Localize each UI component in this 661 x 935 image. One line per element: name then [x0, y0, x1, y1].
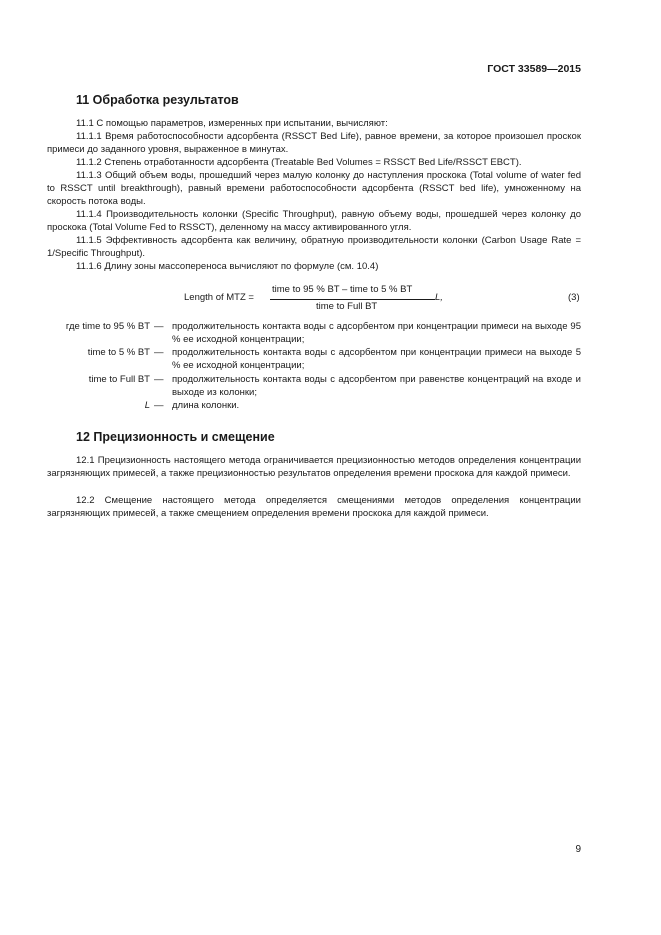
where-text-95: продолжительность контакта воды с адсорбентом при концентрации примеси на выходе 95 % ее исходной концентрации;: [172, 321, 581, 345]
where-label-l: L: [144, 400, 150, 411]
paragraph-11-1-5: 11.1.5 Эффективность адсорбента как величину, обратную производительности колонки (Carbon Usage Rate = 1/Specific Throughput).: [47, 235, 581, 259]
formula-denominator: time to Full BT: [316, 301, 378, 312]
paragraph-11-1-6: 11.1.6 Длину зоны массопереноса вычисляют по формуле (см. 10.4): [76, 261, 379, 272]
where-label-5: time to 5 % BT: [87, 347, 150, 358]
section-12-heading: 12 Прецизионность и смещение: [76, 430, 275, 444]
formula-number: (3): [568, 292, 580, 303]
paragraph-11-1-3: 11.1.3 Общий объем воды, прошедший через малую колонку до наступления проскока (Total volume of water fed to RSSCT until breakthrough), равный времени работоспособности адсорбента (RSSCT bed life), умноженному на скорость потока воды.: [47, 170, 581, 207]
paragraph-11-1: 11.1 С помощью параметров, измеренных при испытании, вычисляют:: [76, 118, 388, 129]
paragraph-11-1-2: 11.1.2 Степень отработанности адсорбента (Treatable Bed Volumes = RSSCT Bed Life/RSSCT EBCT).: [76, 157, 522, 168]
paragraph-12-1: 12.1 Прецизионность настоящего метода ограничивается прецизионностью методов определения концентрации загрязняющих примесей, а также прецизионностью результатов определения времени проскока для каждой примеси.: [47, 455, 581, 479]
where-dash-5: —: [154, 347, 164, 358]
where-text-l: длина колонки.: [172, 400, 240, 411]
fraction-bar: [270, 299, 435, 300]
where-dash-95: —: [154, 321, 164, 332]
standard-number: ГОСТ 33589—2015: [487, 63, 581, 75]
where-dash-full: —: [154, 374, 164, 385]
formula-lhs: Length of MTZ =: [184, 292, 254, 303]
paragraph-12-2: 12.2 Смещение настоящего метода определяется смещениями методов определения концентрации загрязняющих примесей, а также смещением определения времени проскока для каждой примеси.: [47, 495, 581, 519]
where-label-95: где time to 95 % BT: [65, 321, 150, 332]
paragraph-11-1-4: 11.1.4 Производительность колонки (Specific Throughput), равную объему воды, прошедшей через колонку до проскока (Total Volume Fed to RSSCT), деленному на массу активированного угля.: [47, 209, 581, 233]
paragraph-11-1-1: 11.1.1 Время работоспособности адсорбента (RSSCT Bed Life), равное времени, за которое произошел проскок примеси до заданного уровня, выраженное в минутах.: [47, 131, 581, 155]
where-text-5: продолжительность контакта воды с адсорбентом при концентрации примеси на выходе 5 % ее исходной концентрации;: [172, 347, 581, 371]
where-text-full: продолжительность контакта воды с адсорбентом при равенстве концентраций на входе и выходе из колонки;: [172, 374, 581, 398]
formula-tail: L,: [435, 292, 443, 303]
where-label-full: time to Full BT: [88, 374, 150, 385]
section-11-heading: 11 Обработка результатов: [76, 93, 239, 107]
formula-mtz: [0, 283, 661, 317]
where-dash-l: —: [154, 400, 164, 411]
formula-numerator: time to 95 % BT – time to 5 % BT: [272, 284, 413, 295]
page-number: 9: [575, 844, 581, 855]
